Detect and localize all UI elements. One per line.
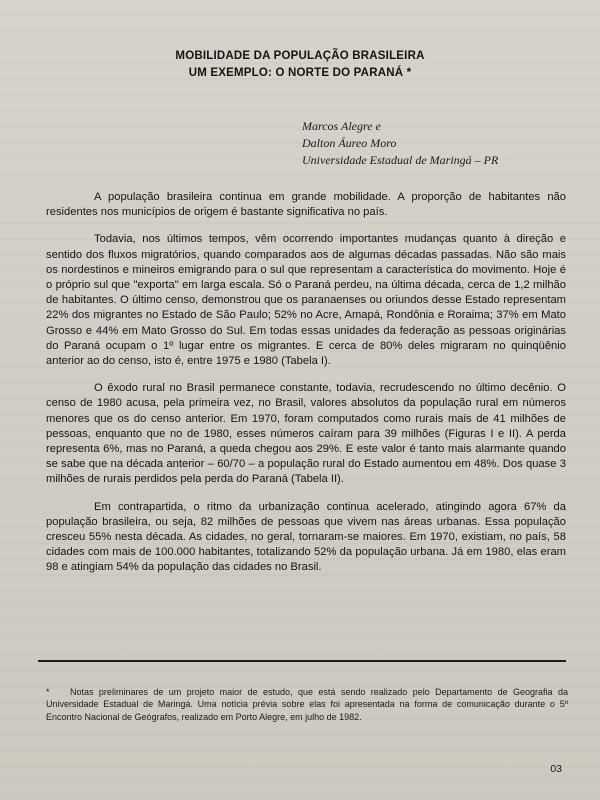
author-name-2: Dalton Áureo Moro <box>302 136 397 150</box>
footnote-divider <box>38 660 566 662</box>
page-number: 03 <box>550 763 562 775</box>
article-body <box>46 190 566 588</box>
title-line-2: UM EXEMPLO: O NORTE DO PARANÁ * <box>188 67 412 79</box>
title-line-1: MOBILIDADE DA POPULAÇÃO BRASILEIRA <box>175 50 425 62</box>
paragraph: O êxodo rural no Brasil permanece constante, todavia, recrudescendo no último decênio. O censo de 1980 acusa, pela primeira vez, no Brasil, valores absolutos da população rural em números menores que os do censo anterior. Em 1970, foram computados como rurais mais de 41 milhões de pessoas, enquanto que no de 1980, esses números caíram para 39 milhões (Figuras I e II). A perda representa 6%, mas no Paraná, a queda chegou aos 29%. E este valor é tanto mais alarmante quando se sabe que na década anterior – 60/70 – a população rural do Estado aumentou em 48%. Dos quase 3 milhões de rurais perdidos pela perda do Paraná (Tabela II). <box>46 382 566 486</box>
author-name-1: Marcos Alegre e <box>302 119 381 133</box>
author-affiliation: Universidade Estadual de Maringá – PR <box>302 153 499 167</box>
paragraph: Todavia, nos últimos tempos, vêm ocorrendo importantes mudanças quanto à direção e sentido dos fluxos migratórios, quando comparados aos de algumas décadas passadas. Não são mais os nordestinos e mineiros emigrando para o sul que representam a característica do movimento. Hoje é o próprio sul que "exporta" em larga escala. Só o Paraná perdeu, na última década, cerca de 1,2 milhão de habitantes. O último censo, demonstrou que os paranaenses ou oriundos desse Estado representam 22% dos migrantes no Estado de São Paulo; 52% no Acre, Amapá, Rondônia e Roraima; 37% em Mato Grosso e 44% em Mato Grosso do Sul. Em todas essas unidades da federação as pessoas originárias do Paraná ocupam o 1º lugar entre os migrantes. E cerca de 80% deles migraram no quinqüênio anterior ao do censo, isto é, entre 1975 e 1980 (Tabela I). <box>46 233 566 368</box>
paragraph: A população brasileira continua em grande mobilidade. A proporção de habitantes não residentes nos municípios de origem é bastante significativa no país. <box>46 191 566 219</box>
footnote-text: Notas preliminares de um projeto maior de estudo, que está sendo realizado pelo Departamento de Geografia da Universidade Estadual de Maringá. Uma notícia prévia sobre elas foi apresentada na forma de comunicação durante o 5º Encontro Nacional de Geógrafos, realizado em Porto Alegre, em julho de 1982. <box>46 687 568 722</box>
article-title <box>0 48 600 82</box>
footnote-mark: * <box>46 687 50 697</box>
footnote <box>46 686 568 723</box>
paragraph: Em contrapartida, o ritmo da urbanização continua acelerado, atingindo agora 67% da população brasileira, ou seja, 82 milhões de pessoas que vivem nas áreas urbanas. Essa população cresceu 55% nesta década. As cidades, no geral, tornaram-se maiores. Em 1970, existiam, no país, 58 cidades com mais de 100.000 habitantes, totalizando 52% da população urbana. Já em 1980, elas eram 98 e atingiam 54% da população das cidades no Brasil. <box>46 500 566 574</box>
author-block <box>302 118 498 169</box>
